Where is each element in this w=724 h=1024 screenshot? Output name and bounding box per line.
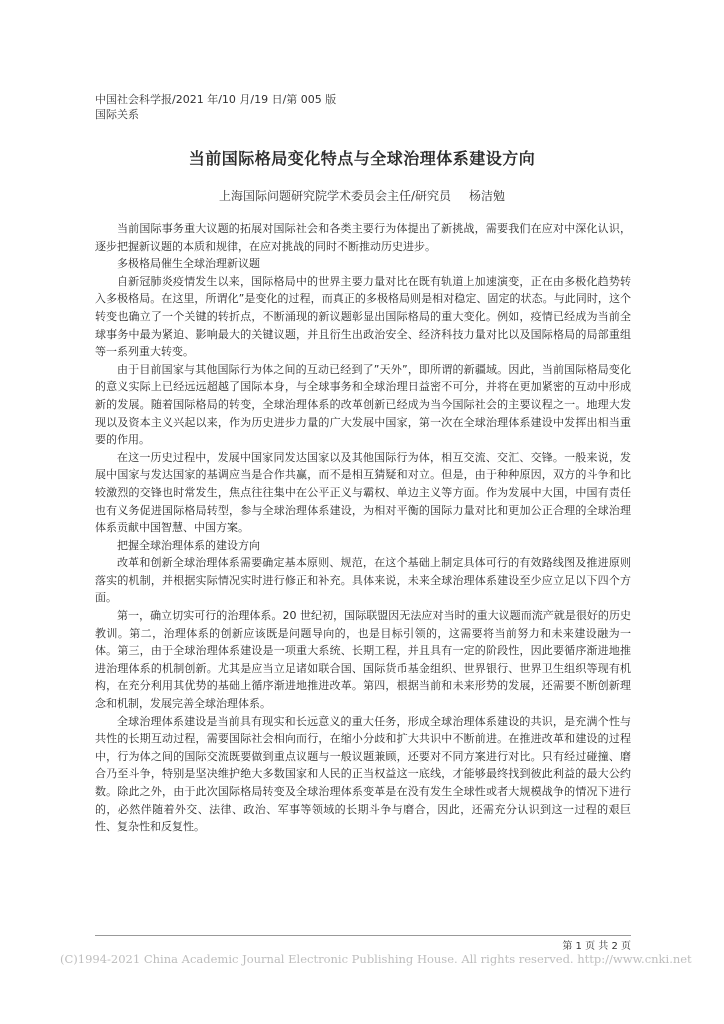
author-line [0, 187, 724, 204]
section-heading-1: 多极格局催生全球治理新议题 [117, 257, 260, 271]
paragraph-intro: 当前国际事务重大议题的拓展对国际社会和各类主要行为体提出了新挑战，需要我们在应对中深化认识，逐步把握新议题的本质和规律，在应对挑战的同时不断推动历史进步。 [95, 222, 631, 253]
publication-source: 中国社会科学报/2021 年/10 月/19 日/第 005 版 [95, 93, 337, 106]
paragraph: 在这一历史过程中，发展中国家同发达国家以及其他国际行为体，相互交流、交汇、交锋。一般来说，发展中国家与发达国家的基调应当是合作共赢，而不是相互猜疑和对立。但是，由于种种原因，双方的斗争和比较激烈的交锋也时常发生，焦点往往集中在公平正义与霸权、单边主义等方面。作为发展中大国，中国有责任也有义务促进国际格局转型，参与全球治理体系建设，为相对平衡的国际力量对比和更加公正合理的全球治理体系贡献中国智慧、中国方案。 [95, 450, 631, 535]
copyright-watermark: (C)1994-2021 China Academic Journal Electronic Publishing House. All rights reserved. http://www.cnki.net [60, 952, 692, 966]
publication-header [95, 92, 336, 122]
author-name: 杨洁勉 [469, 189, 506, 203]
article-body [95, 220, 631, 836]
section-heading-2: 把握全球治理体系的建设方向 [117, 538, 260, 552]
paragraph: 第一，确立切实可行的治理体系。20 世纪初，国际联盟因无法应对当时的重大议题而流产就是很好的历史教训。第二，治理体系的创新应该既是问题导向的，也是目标引领的，这需要将当前努力和未来建设融为一体。第三，由于全球治理体系建设是一项重大系统、长期工程，并且具有一定的阶段性，因此要循序渐进地推进治理体系的机制创新。尤其是应当立足诸如联合国、国际货币基金组织、世界银行、世界卫生组织等现有机构，在充分利用其优势的基础上循序渐进地推进改革。第四，根据当前和未来形势的发展，还需要不断创新理念和机制，发展完善全球治理体系。 [95, 609, 631, 711]
footer-divider [95, 935, 631, 936]
paragraph: 由于目前国家与其他国际行为体之间的互动已经到了”天外”，即所谓的新疆域。因此，当前国际格局变化的意义实际上已经远远超越了国际本身，与全球事务和全球治理日益密不可分，并将在更加紧密的互动中形成新的发展。随着国际格局的转变，全球治理体系的改革创新已经成为当今国际社会的主要议程之一。地理大发现以及资本主义兴起以来，作为历史进步力量的广大发展中国家，第一次在全球治理体系建设中发挥出相当重要的作用。 [95, 362, 631, 447]
page-indicator: 第 1 页 共 2 页 [562, 941, 631, 952]
author-affiliation: 上海国际问题研究院学术委员会主任/研究员 [218, 189, 452, 203]
publication-section: 国际关系 [95, 108, 139, 121]
article-title: 当前国际格局变化特点与全球治理体系建设方向 [188, 149, 536, 168]
paragraph: 全球治理体系建设是当前具有现实和长远意义的重大任务，形成全球治理体系建设的共识，是充满个性与共性的长期互动过程，需要国际社会相向而行，在缩小分歧和扩大共识中不断前进。在推进改革和建设的过程中，行为体之间的国际交流既要做到重点议题与一般议题兼顾，还要对不同方案进行对比。只有经过碰撞、磨合乃至斗争，特别是坚决维护绝大多数国家和人民的正当权益这一底线，才能够最终找到彼此利益的最大公约数。除此之外，由于此次国际格局转变及全球治理体系变革是在没有发生全球性或者大规模战争的情况下进行的，必然伴随着外交、法律、政治、军事等领域的长期斗争与磨合，因此，还需充分认识到这一过程的艰巨性、复杂性和反复性。 [95, 714, 631, 834]
paragraph: 自新冠肺炎疫情发生以来，国际格局中的世界主要力量对比在既有轨道上加速演变，正在由多极化趋势转入多极格局。在这里，所谓化”是变化的过程，而真正的多极格局则是相对稳定、固定的状态。与此同时，这个转变也确立了一个关键的转折点，不断涌现的新议题彰显出国际格局的重大变化。例如，疫情已经成为当前全球事务中最为紧迫、影响最大的关键议题，并且衍生出政治安全、经济科技力量对比以及国际格局的局部重组等一系列重大转变。 [95, 274, 631, 359]
paragraph: 改革和创新全球治理体系需要确定基本原则、规范，在这个基础上制定具体可行的有效路线图及推进原则落实的机制，并根据实际情况实时进行修正和补充。具体来说，未来全球治理体系建设至少应立足以下四个方面。 [95, 556, 631, 605]
